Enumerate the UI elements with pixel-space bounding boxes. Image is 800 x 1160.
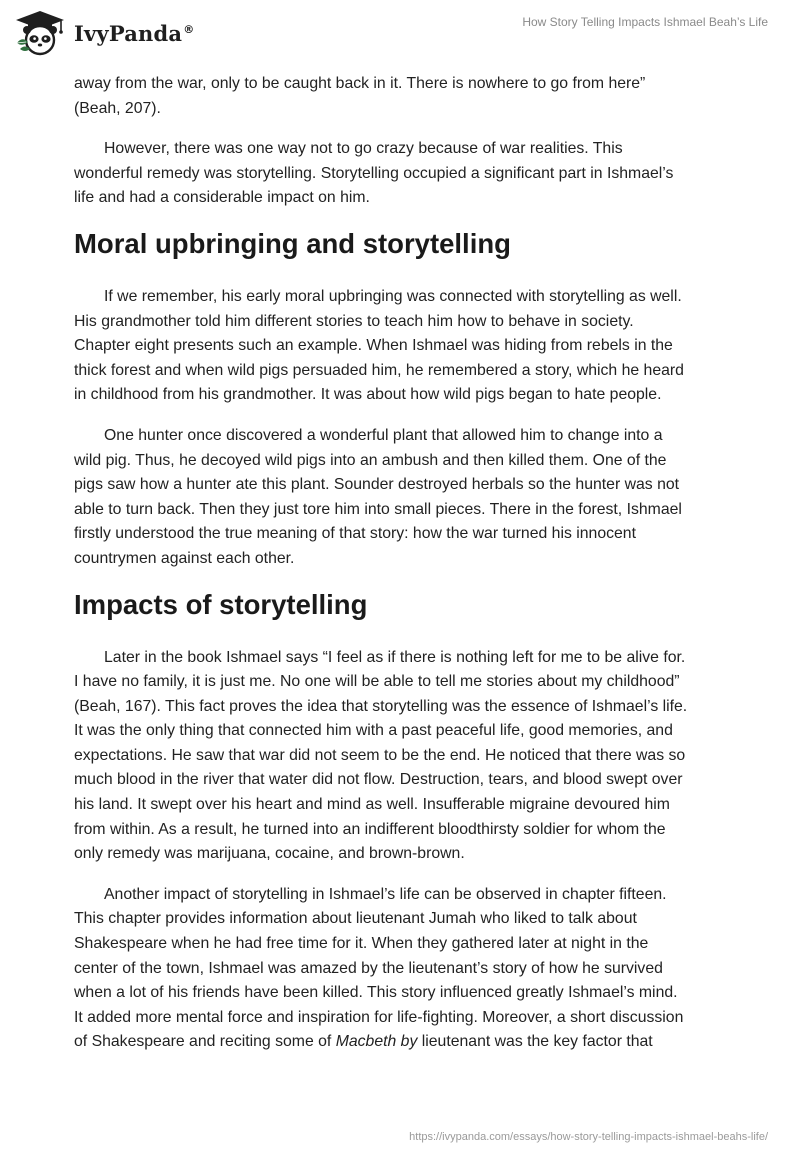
essay-content bbox=[74, 72, 734, 1071]
paragraph: If we remember, his early moral upbringing was connected with storytelling as well. His grandmother told him different stories to teach him how to behave in society. Chapter eight presents such an example. When Ishmael was hiding from rebels in the thick forest and when wild pigs persuaded him, he remembered a story, which he heard in childhood from his grandmother. It was about how wild pigs began to hate people. bbox=[74, 287, 684, 404]
book-title: Macbeth by bbox=[335, 1033, 418, 1051]
paragraph-text: Another impact of storytelling in Ishmael’s life can be observed in chapter fifteen. This chapter provides information about lieutenant Jumah who liked to talk about Shakespeare when he had free time for it. When they gathered later at night in the center of the town, Ishmael was amazed by the lieutenant’s story of how he survived when a lot of his friends have been killed. This story influenced greatly Ishmael’s mind. It added more mental force and inspiration for life-fighting. Moreover, a short discussion of Shakespeare and reciting some of bbox=[74, 885, 684, 1051]
page-header bbox=[0, 0, 800, 66]
paragraph: Later in the book Ishmael says “I feel as if there is nothing left for me to be alive for. I have no family, it is just me. No one will be able to tell me stories about my childhood” (Beah, 167). This fact proves the idea that storytelling was the essence of Ishmael’s life. It was the only thing that connected him with a past peaceful life, good memories, and expectations. He saw that war did not seem to be the end. He noticed that there was so much blood in the river that water did not flow. Destruction, tears, and blood swept over his land. It swept over his heart and mind as well. Insufferable migraine devoured him from within. As a result, he turned into an indifferent bloodthirsty soldier for whom the only remedy was marijuana, cocaine, and brown-brown. bbox=[74, 648, 688, 863]
panda-graduate-icon bbox=[14, 9, 66, 57]
section-heading: Moral upbringing and storytelling bbox=[74, 227, 511, 259]
paragraph: away from the war, only to be caught back in it. There is nowhere to go from here” (Beah, 207). bbox=[74, 75, 646, 117]
paragraph bbox=[74, 883, 734, 1055]
paragraph-text: lieutenant was the key factor that bbox=[417, 1033, 653, 1051]
paragraph: One hunter once discovered a wonderful plant that allowed him to change into a wild pig. Thus, he decoyed wild pigs into an ambush and then killed them. One of the pigs saw how a hunter ate this plant. Sounder destroyed herbals so the hunter was not able to turn back. Then they just tore him into small pieces. There in the forest, Ishmael firstly understood the true meaning of that story: how the war turned his innocent countrymen against each other. bbox=[74, 426, 682, 567]
section-heading: Impacts of storytelling bbox=[74, 588, 368, 620]
source-url[interactable]: https://ivypanda.com/essays/how-story-telling-impacts-ishmael-beahs-life/ bbox=[409, 1131, 768, 1143]
brand-name: IvyPanda® bbox=[74, 20, 195, 46]
document-title: How Story Telling Impacts Ishmael Beah’s Life bbox=[522, 15, 768, 29]
brand-logo[interactable] bbox=[14, 8, 194, 58]
paragraph: However, there was one way not to go crazy because of war realities. This wonderful remedy was storytelling. Storytelling occupied a significant part in Ishmael’s life and had a considerable impact on him. bbox=[74, 140, 674, 207]
